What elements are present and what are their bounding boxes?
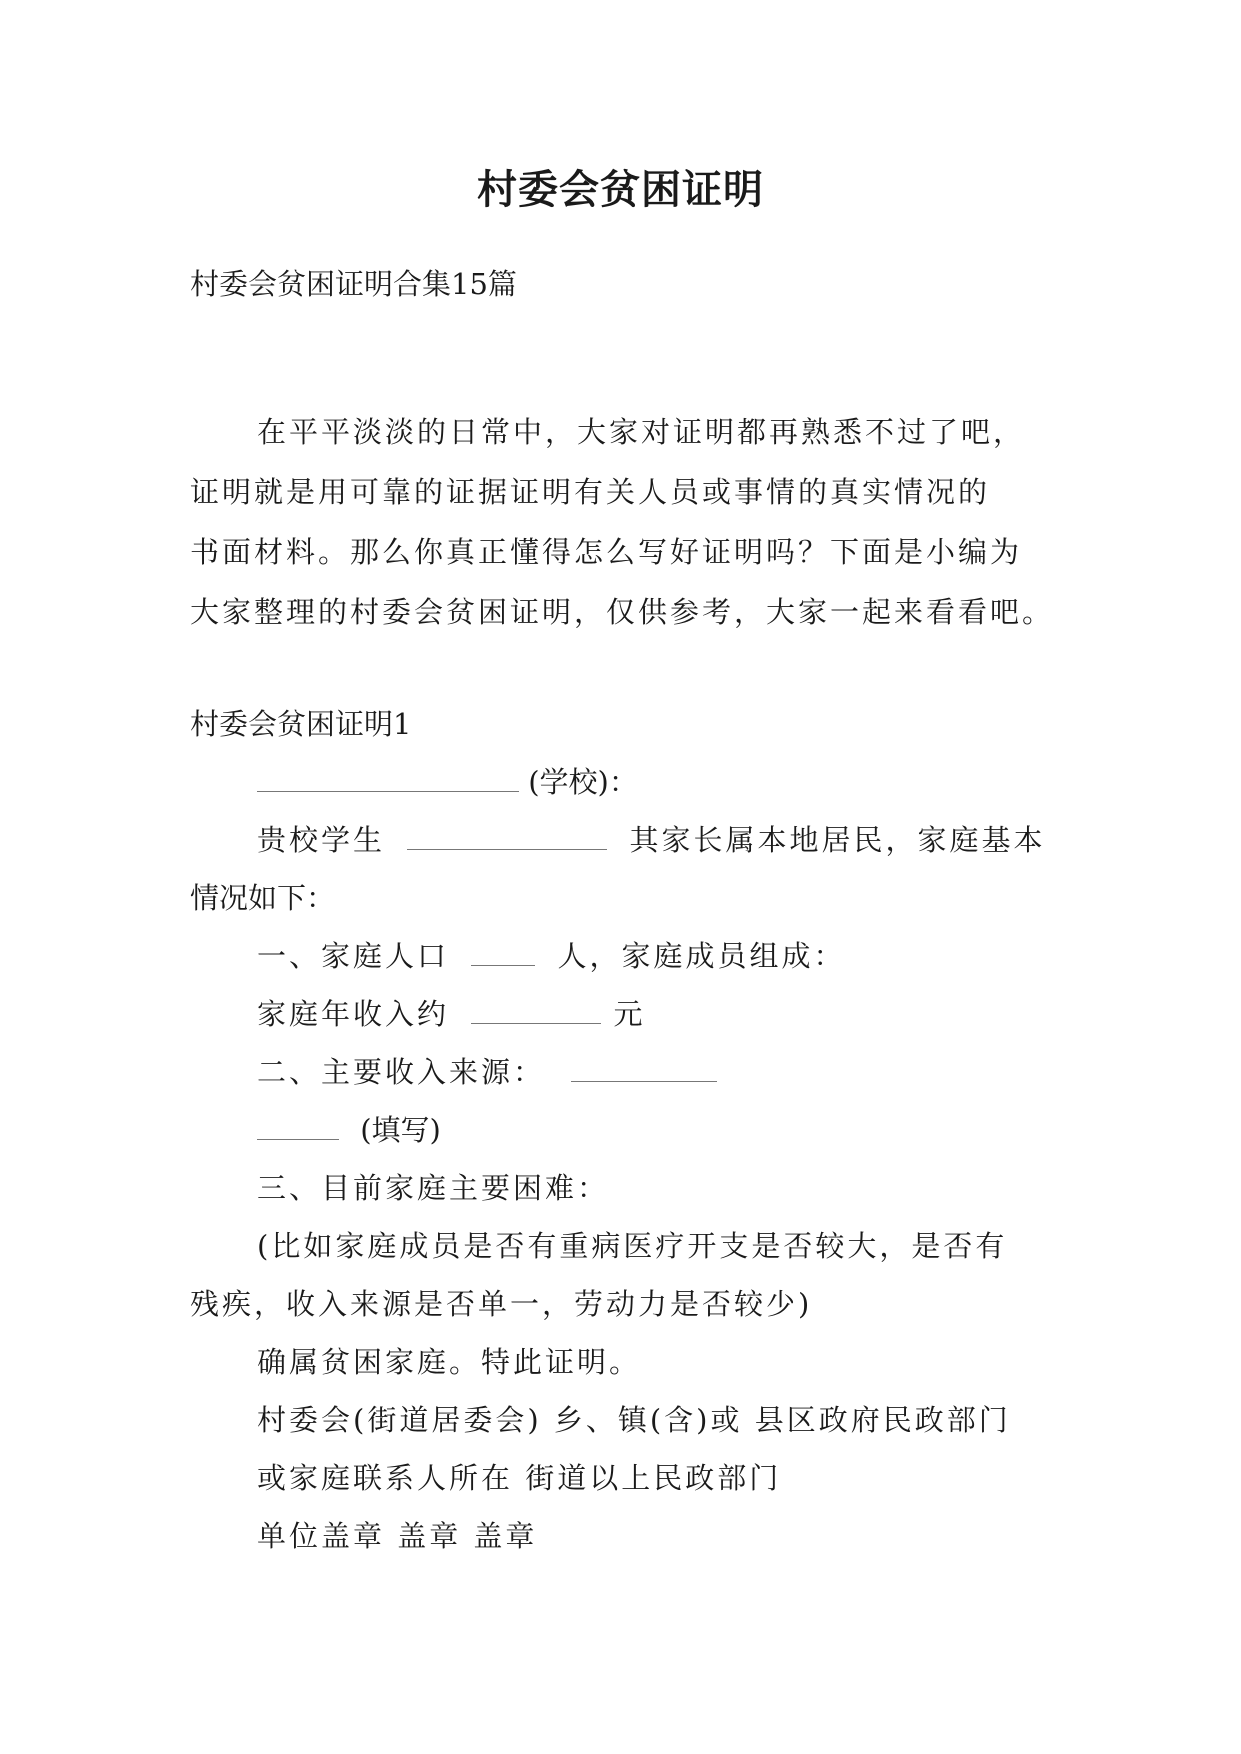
- student-prefix: 贵校学生: [257, 823, 386, 857]
- intro-line-2: 证明就是用可靠的证据证明有关人员或事情的真实情况的: [190, 475, 991, 509]
- difficulty-example-2: 残疾，收入来源是否单一，劳动力是否较少): [190, 1287, 813, 1321]
- income-line: [257, 994, 645, 1034]
- school-blank: [257, 769, 519, 792]
- student-name-blank: [407, 827, 607, 850]
- intro-line-3: 书面材料。那么你真正懂得怎么写好证明吗？下面是小编为: [190, 535, 1023, 569]
- school-label: (学校)：: [528, 765, 638, 799]
- student-line-cont: 情况如下：: [190, 881, 336, 915]
- document-title: 村委会贫困证明: [477, 167, 764, 213]
- student-line: [257, 820, 1045, 860]
- population-line: [257, 936, 845, 976]
- confirm-line: 确属贫困家庭。特此证明。: [257, 1345, 642, 1379]
- source-suffix: (填写): [360, 1113, 441, 1147]
- income-blank: [471, 1001, 601, 1024]
- intro-line-4: 大家整理的村委会贫困证明，仅供参考，大家一起来看看吧。: [190, 595, 1055, 629]
- population-prefix: 一、家庭人口: [257, 939, 450, 973]
- source-blank: [571, 1059, 717, 1082]
- section-heading: 村委会贫困证明1: [190, 707, 412, 741]
- sign-line-1: 村委会(街道居委会) 乡、镇(含)或 县区政府民政部门: [257, 1403, 1011, 1437]
- source-line: [257, 1052, 717, 1092]
- difficulty-heading: 三、目前家庭主要困难：: [257, 1171, 610, 1205]
- source-fill-blank: [257, 1117, 339, 1140]
- source-prefix: 二、主要收入来源：: [257, 1055, 546, 1089]
- source-fill-line: [257, 1110, 441, 1150]
- school-line: [257, 762, 638, 802]
- intro-line-1: 在平平淡淡的日常中，大家对证明都再熟悉不过了吧，: [257, 415, 1026, 449]
- student-suffix: 其家长属本地居民，家庭基本: [629, 823, 1046, 857]
- population-blank: [471, 943, 535, 966]
- income-suffix: 元: [613, 997, 646, 1031]
- sign-line-2: 或家庭联系人所在 街道以上民政部门: [257, 1461, 782, 1495]
- difficulty-example-1: (比如家庭成员是否有重病医疗开支是否较大，是否有: [257, 1229, 1008, 1263]
- population-suffix: 人，家庭成员组成：: [557, 939, 846, 973]
- income-prefix: 家庭年收入约: [257, 997, 450, 1031]
- document-subtitle: 村委会贫困证明合集15篇: [190, 267, 517, 301]
- seal-line: 单位盖章 盖章 盖章: [257, 1519, 538, 1553]
